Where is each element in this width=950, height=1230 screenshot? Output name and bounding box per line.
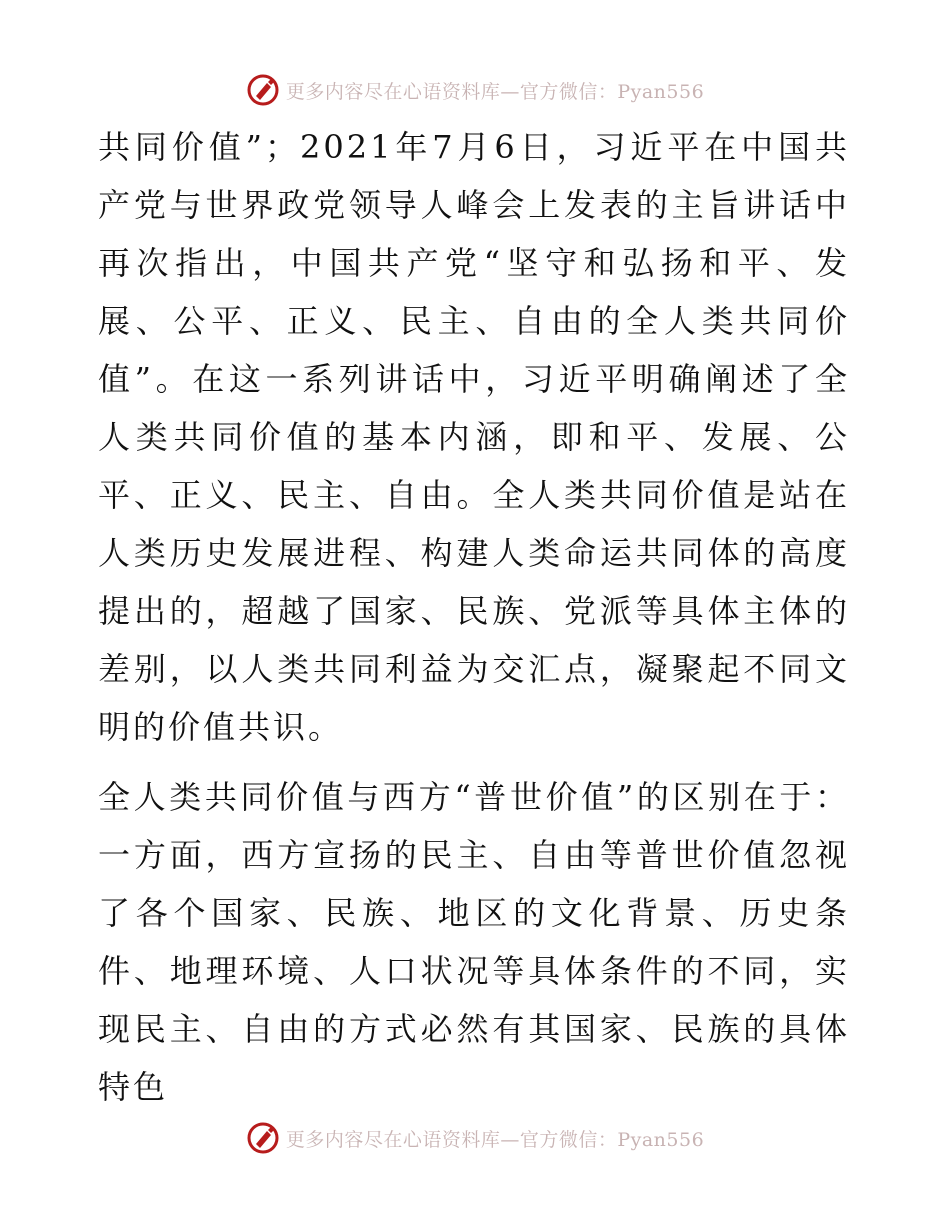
paragraph-2: 全人类共同价值与西方“普世价值”的区别在于：一方面，西方宣扬的民主、自由等普世价值忽视了各个国家、民族、地区的文化背景、历史条件、地理环境、人口状况等具体条件的不同，实现民主、自由的方式必然有其国家、民族的具体特色 — [98, 778, 850, 1106]
watermark-text: 更多内容尽在心语资料库—官方微信：Pyan556 — [285, 1128, 705, 1151]
footer-watermark-banner — [0, 1118, 950, 1158]
document-body — [98, 118, 850, 1116]
header-watermark — [246, 73, 704, 107]
footer-watermark — [246, 1121, 704, 1155]
header-watermark-banner — [0, 70, 950, 110]
brand-logo-icon — [246, 73, 280, 107]
paragraph-1: 共同价值”；2021年7月6日，习近平在中国共产党与世界政党领导人峰会上发表的主旨讲话中再次指出，中国共产党“坚守和弘扬和平、发展、公平、正义、民主、自由的全人类共同价值”。在这一系列讲话中，习近平明确阐述了全人类共同价值的基本内涵，即和平、发展、公平、正义、民主、自由。全人类共同价值是站在人类历史发展进程、构建人类命运共同体的高度提出的，超越了国家、民族、党派等具体主体的差别，以人类共同利益为交汇点，凝聚起不同文明的价值共识。 — [98, 128, 850, 746]
watermark-text: 更多内容尽在心语资料库—官方微信：Pyan556 — [285, 80, 705, 103]
brand-logo-icon — [246, 1121, 280, 1155]
